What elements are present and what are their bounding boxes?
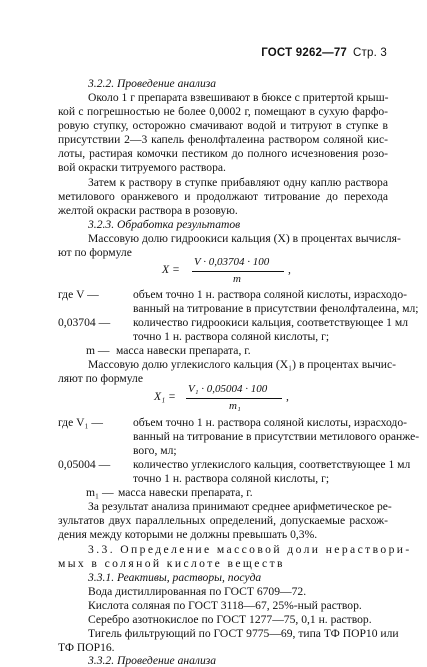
definition-text: масса навески препарата, г. xyxy=(118,486,253,499)
reagent-line: ТФ ПОР16. xyxy=(58,641,115,654)
paragraph-line: Массовую долю гидроокиси кальция (X) в процентах вычисля- xyxy=(88,232,401,245)
paragraph-line: ровую ступку, осторожно смачивают водой и титруют в ступке в xyxy=(58,119,388,132)
paragraph-line: ют по формуле xyxy=(58,246,132,259)
formula-numerator: V · 0,03704 · 100 xyxy=(194,256,270,268)
paragraph-line: вой окраски титруемого раствора. xyxy=(58,161,226,174)
paragraph-line: Около 1 г препарата взвешивают в бюксе с притертой крыш- xyxy=(88,91,389,104)
definition-text: масса навески препарата, г. xyxy=(116,344,251,357)
definition-text: вого, мл; xyxy=(133,444,177,457)
definition-label: 0,05004 — xyxy=(58,458,111,471)
definition-text: количество гидроокиси кальция, соответствующее 1 мл xyxy=(133,316,408,329)
formula-denominator: m₁ xyxy=(229,400,241,412)
definition-text: ванный на титрование в присутствии метилового оранже- xyxy=(133,430,420,443)
formula-denominator: m xyxy=(233,273,241,285)
paragraph-line: лоты, растирая комочки пестиком до полного исчезновения розо- xyxy=(58,147,388,160)
paragraph-line: ляют по формуле xyxy=(58,372,143,385)
paragraph-line: метилового оранжевого и продолжают титрование до перехода xyxy=(58,190,388,203)
formula-tail: , xyxy=(288,263,291,276)
definition-label: m₁ — xyxy=(86,486,114,499)
section-heading: 3.2.2. Проведение анализа xyxy=(88,77,217,90)
definition-label: 0,03704 — xyxy=(58,316,111,329)
reagent-line: Кислота соляная по ГОСТ 3118—67, 25%-ный раствор. xyxy=(88,599,362,612)
definition-label: m — xyxy=(86,344,110,357)
definition-text: объем точно 1 н. раствора соляной кислоты, израсходо- xyxy=(133,288,407,301)
page-number: Стр. 3 xyxy=(353,47,387,59)
paragraph-line: присутствии 2—3 капель фенолфталеина раствором соляной кис- xyxy=(58,133,388,146)
reagent-line: Тигель фильтрующий по ГОСТ 9775—69, типа ТФ ПОР10 или xyxy=(88,627,399,640)
fraction-bar xyxy=(186,398,282,399)
definition-label: где V₁ — xyxy=(58,416,104,429)
paragraph-line: желтой окраски раствора в розовую. xyxy=(58,204,238,217)
definition-text: точно 1 н. раствора соляной кислоты, г; xyxy=(133,472,330,485)
section-heading: 3.3.1. Реактивы, растворы, посуда xyxy=(88,571,262,584)
formula-lhs: X₁ = xyxy=(154,390,176,403)
reagent-line: Вода дистиллированная по ГОСТ 6709—72. xyxy=(88,585,307,598)
paragraph-line: Затем к раствору в ступке прибавляют одну каплю раствора xyxy=(88,176,388,189)
standard-number: ГОСТ 9262—77 xyxy=(261,47,348,59)
section-heading: 3.3.2. Проведение анализа xyxy=(88,654,217,667)
formula-tail: , xyxy=(286,390,289,403)
paragraph-line: За результат анализа принимают среднее арифметическое ре- xyxy=(88,500,392,513)
fraction-bar xyxy=(192,271,284,272)
section-heading: 3.2.3. Обработка результатов xyxy=(88,218,241,231)
section-heading: мых в соляной кислоте веществ xyxy=(58,557,285,570)
definition-text: ванный на титрование в присутствии фенолфталеина, мл; xyxy=(133,302,419,315)
reagent-line: Серебро азотнокислое по ГОСТ 1277—75, 0,1 н. раствор. xyxy=(88,613,372,626)
paragraph-line: Массовую долю углекислого кальция (X₁) в процентах вычис- xyxy=(88,358,397,371)
paragraph-line: зультатов двух параллельных определений, допускаемые расхож- xyxy=(58,514,388,527)
formula-numerator: V₁ · 0,05004 · 100 xyxy=(188,383,268,395)
paragraph-line: дения между которыми не должны превышать 0,3%. xyxy=(58,528,318,541)
page-header xyxy=(261,47,387,59)
formula-lhs: X = xyxy=(162,263,180,276)
definition-text: количество углекислого кальция, соответствующее 1 мл xyxy=(133,458,411,471)
paragraph-line: кой с погрешностью не более 0,0002 г, помещают в сухую фарфо- xyxy=(58,105,388,118)
definition-text: объем точно 1 н. раствора соляной кислоты, израсходо- xyxy=(133,416,407,429)
definition-text: точно 1 н. раствора соляной кислоты, г; xyxy=(133,330,330,343)
definition-label: где V — xyxy=(58,288,99,301)
section-heading: 3.3. Определение массовой доли нераствори- xyxy=(88,543,412,556)
